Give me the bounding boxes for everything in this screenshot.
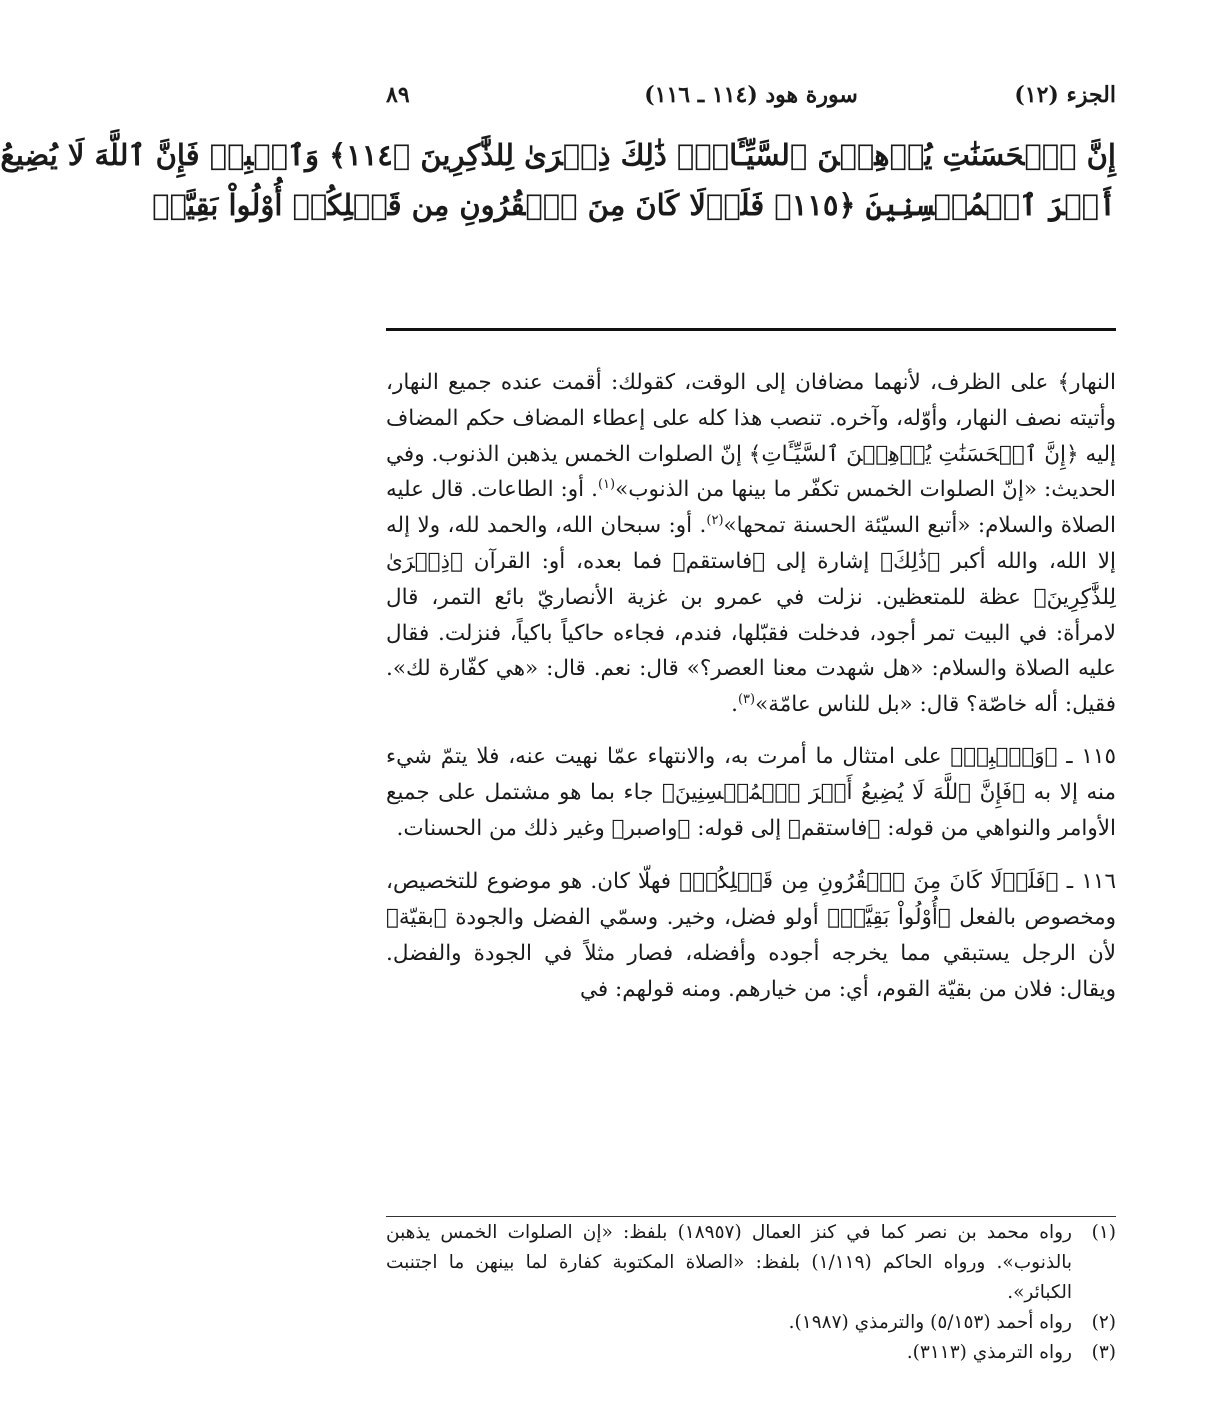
footnote-text: رواه الترمذي (٣١١٣). [906,1342,1072,1363]
paragraph-116: ١١٦ ـ ﴿فَلَوۡلَا كَانَ مِنَ ٱلۡقُرُونِ مِن قَبۡلِكُمۡ﴾ فهلّا كان. هو موضوع للتخصيص، ومخصوص بالفعل ﴿أُوْلُواْ بَقِيَّةٖ﴾ أولو فضل، وخير. وسمّي الفضل والجودة ﴿بقيّة﴾ لأن الرجل يستبقي مما يخرجه أجوده وأفضله، فصار مثلاً في الجودة والفضل. ويقال: فلان من بقيّة القوم، أي: من خيارهم. ومنه قولهم: في [386,869,1116,1002]
surah-title: سورة هود (١١٤ ـ ١١٦) [644,82,858,108]
footnote-number: (١) [1091,1222,1116,1243]
footnote-item [386,1218,1116,1308]
para-114-text-b: . أو: الطاعات. قال عليه الصلاة والسلام: «أتبع السيّئة الحسنة تمحها» [386,477,1117,539]
para-114-text: النهار﴾ على الظرف، لأنهما مضافان إلى الوقت، كقولك: أقمت عنده جميع النهار، وأتيته نصف النهار، وأوّله، وآخره. تنصب هذا كله على إعطاء المضاف حكم المضاف إليه ﴿إِنَّ ٱلۡحَسَنَٰتِ يُذۡهِبۡنَ ٱلسَّيِّـَٔاتِ﴾ إنّ الصلوات الخمس يذهبن الذنوب. وفي الحديث: «إنّ الصلوات الخمس تكفّر ما بينها من الذنوب» [386,370,1116,503]
juz-label: الجزء (١٢) [1014,82,1116,108]
paragraph-114 [386,365,1116,723]
footnote-ref-1: (١) [597,477,616,493]
footnote-text: رواه أحمد (٥/١٥٣) والترمذي (١٩٨٧). [788,1312,1072,1333]
footnote-ref-3: (٣) [737,692,756,708]
footnote-ref-2: (٢) [706,513,724,529]
footnote-item [386,1338,1116,1368]
paragraph-115: ١١٥ ـ ﴿وَٱصۡبِرۡ﴾ على امتثال ما أمرت به، والانتهاء عمّا نهيت عنه، فلا يتمّ شيء منه إلا به ﴿فَإِنَّ ٱللَّهَ لَا يُضِيعُ أَجۡرَ ٱلۡمُحۡسِنِينَ﴾ جاء بما هو مشتمل على جميع الأوامر والنواهي من قوله: ﴿فاستقم﴾ إلى قوله: ﴿واصبر﴾ وغير ذلك من الحسنات. [386,743,1116,841]
quran-line-1: إِنَّ ٱلۡحَسَنَٰتِ يُذۡهِبۡنَ ٱلسَّيِّـَٔاتِۚ ذَٰلِكَ ذِكۡرَىٰ لِلذَّٰكِرِينَ ﴿١١٤﴾ وَٱصۡبِرۡ فَإِنَّ ٱللَّهَ لَا يُضِيعُ [0,138,1116,172]
footnote-divider [386,1216,1116,1217]
book-page [0,78,1117,1363]
footnote-text: رواه محمد بن نصر كما في كنز العمال (١٨٩٥٧) بلفظ: «إن الصلوات الخمس يذهبن بالذنوب». ورواه الحاكم (١/١١٩) بلفظ: «الصلاة المكتوبة كفارة لما بينهن ما اجتنبت الكبائر». [386,1222,1072,1303]
verse-divider [386,328,1116,331]
running-header [386,78,1116,112]
quran-verse-block [0,130,1116,334]
page-number: ٨٩ [386,82,410,108]
footnote-item [386,1308,1116,1338]
footnote-number: (٢) [1091,1312,1116,1333]
para-114-end: . [731,692,738,718]
footnotes [386,1218,1116,1368]
tafsir-text [386,365,1116,1008]
footnote-number: (٣) [1091,1342,1116,1363]
para-114-text-c: . أو: سبحان الله، والحمد لله، ولا إله إلا الله، والله أكبر ﴿ذَٰلِكَ﴾ إشارة إلى ﴿فاستقم﴾ فما بعده، أو: القرآن ﴿ذِكۡرَىٰ لِلذَّٰكِرِينَ﴾ عظة للمتعظين. نزلت في عمرو بن غزية الأنصاريّ بائع التمر، قال لامرأة: في البيت تمر أجود، فدخلت فقبّلها، فندم، فجاءه حاكياً باكياً، فنزلت. فقال عليه الصلاة والسلام: «هل شهدت معنا العصر؟» قال: نعم. قال: «هي كفّارة لك». فقيل: أله خاصّة؟ قال: «بل للناس عامّة» [386,513,1116,718]
quran-line-2: أَجۡرَ ٱلۡمُحۡسِنِينَ ﴿١١٥﴾ فَلَوۡلَا كَانَ مِنَ ٱلۡقُرُونِ مِن قَبۡلِكُمۡ أُوْلُواْ بَقِيَّةٖ [152,188,1116,222]
